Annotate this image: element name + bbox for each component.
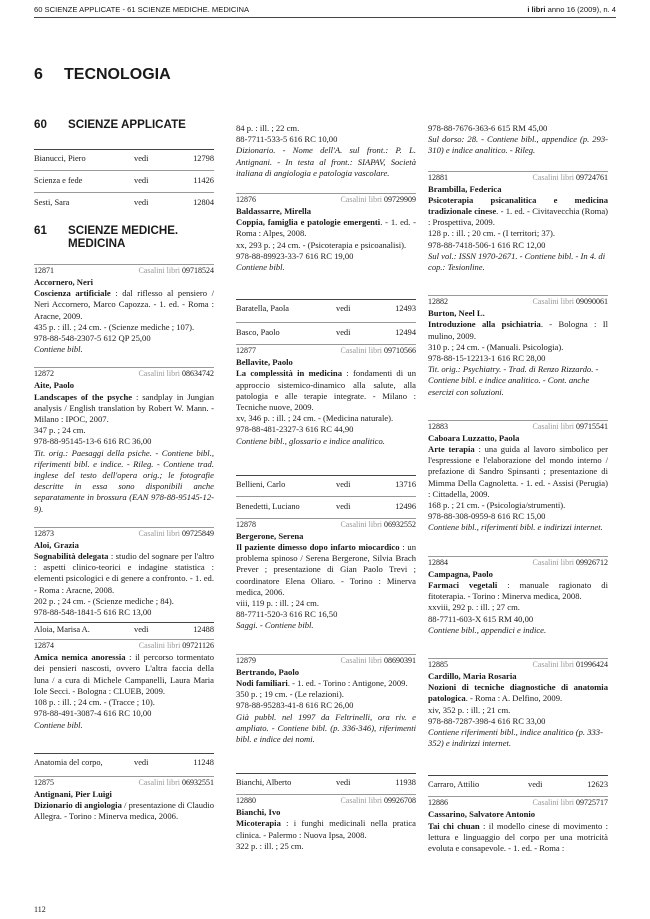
entry-description bbox=[236, 818, 416, 840]
entry-description bbox=[428, 319, 608, 341]
entry-title: La complessità in medicina bbox=[236, 368, 342, 379]
entry-id: 12886 bbox=[428, 798, 448, 808]
entry-source bbox=[340, 655, 416, 667]
entry-id: 12876 bbox=[236, 195, 256, 205]
entry-id: 12871 bbox=[34, 266, 54, 275]
entry-physical: 202 p. ; 24 cm. - (Scienze mediche ; 84). bbox=[34, 595, 174, 606]
entry-header bbox=[428, 296, 608, 308]
entry-author: Aloi, Grazia bbox=[34, 539, 79, 550]
section-heading-60 bbox=[34, 118, 214, 131]
entry-description bbox=[236, 217, 416, 239]
cross-reference[interactable] bbox=[34, 196, 214, 210]
source-code: 09718524 bbox=[182, 266, 214, 275]
entry-title: Tai chi chuan bbox=[428, 820, 480, 831]
entry-header bbox=[428, 659, 608, 671]
entry-author: Aite, Paolo bbox=[34, 380, 75, 391]
entry-title: Amica nemica anoressia bbox=[34, 652, 126, 663]
ref-vedi: vedi bbox=[134, 198, 149, 207]
ref-vedi: vedi bbox=[134, 176, 149, 185]
entry-imprint: : i funghi medicinali nella pratica clinica. - Palermo : Nuova Ipsa, 2008. bbox=[236, 818, 416, 840]
entry-notes: Contiene bibl., glossario e indice analitico. bbox=[236, 435, 385, 446]
ref-author: Anatomia del corpo, bbox=[34, 757, 103, 767]
entry-isbn: 978-88-491-3087-4 616 RC 10,00 bbox=[34, 708, 152, 719]
entry-notes: Contiene bibl. bbox=[34, 344, 83, 355]
entry-id: 12885 bbox=[428, 659, 448, 669]
entry-imprint: : il modello cinese di movimento : lettura e linguaggio del corpo per una motricità evoluta e consapevole. - 1. ed. - Roma : bbox=[428, 820, 609, 853]
entry-isbn: 978-88-95145-13-6 616 RC 36,00 bbox=[34, 436, 152, 447]
source-name: Casalini libri bbox=[532, 172, 574, 182]
entry-12885 bbox=[428, 658, 608, 749]
entry-imprint: . - Roma : A. Delfino, 2009. bbox=[465, 693, 563, 704]
source-name: Casalini libri bbox=[138, 641, 181, 651]
source-name: Casalini libri bbox=[340, 655, 382, 665]
entry-description bbox=[236, 368, 416, 413]
ref-vedi: vedi bbox=[336, 778, 351, 788]
entry-source bbox=[138, 368, 214, 380]
entry-12879 bbox=[236, 654, 416, 745]
entry-imprint: : dal riflesso al pensiero / Neri Accornero, Marco Capozza. - 1. ed. - Roma : Aracne, 2009. bbox=[34, 288, 215, 321]
entry-title: Landscapes of the psyche bbox=[34, 391, 133, 402]
section-number: 60 bbox=[34, 118, 47, 131]
entry-notes: Contiene bibl., appendici e indice. bbox=[428, 624, 547, 635]
divider bbox=[236, 773, 416, 774]
ref-author: Basco, Paolo bbox=[236, 328, 280, 338]
divider bbox=[236, 475, 416, 476]
ref-code[interactable]: 12493 bbox=[395, 304, 416, 314]
entry-title: Psicoterapia psicanalitica e medicina tradizionale cinese bbox=[428, 194, 608, 217]
entry-source bbox=[532, 797, 608, 809]
entry-title: Nodi familiari bbox=[236, 677, 288, 688]
entry-title: Nozioni di tecniche diagnostiche di anatomia patologica bbox=[428, 682, 608, 704]
entry-title: Il paziente dimesso dopo infarto miocardico bbox=[236, 542, 400, 553]
entry-description bbox=[34, 551, 214, 596]
entry-12874 bbox=[34, 639, 214, 730]
source-name: Casalini libri bbox=[138, 266, 180, 275]
entry-author: Bergerone, Serena bbox=[236, 530, 304, 541]
entry-author: Bertrando, Paolo bbox=[236, 666, 300, 677]
entry-source bbox=[138, 777, 214, 789]
section-title: SCIENZE APPLICATE bbox=[68, 118, 186, 131]
ref-vedi: vedi bbox=[134, 154, 149, 163]
entry-imprint: : studio del sognare per l'altro : aspetti clinico-teorici e indagine statistica : elementi psicologici e di genere a confronto. - 1. ed. - Roma : Aracne, 2008. bbox=[34, 551, 215, 595]
entry-physical: 350 p. ; 19 cm. - (Le relazioni). bbox=[236, 689, 344, 700]
entry-title: Sognabilità delegata bbox=[34, 551, 109, 562]
entry-title: Coscienza artificiale bbox=[34, 288, 111, 299]
source-code: 06932552 bbox=[384, 519, 416, 529]
journal-issue: anno 16 (2009), n. 4 bbox=[545, 5, 616, 14]
entry-12876 bbox=[236, 193, 416, 273]
entry-physical: viii, 119 p. : ill. ; 24 cm. bbox=[236, 598, 319, 609]
entry-source bbox=[138, 528, 214, 540]
entry-imprint: : il percorso tormentato dei pensieri nascosti, ovvero L'altra faccia della luna / a cura di Michele Campanelli, Laura Maria Iole Secci. - Bologna : CLUEB, 2009. bbox=[34, 652, 214, 696]
entry-physical: xxviii, 292 p. : ill. ; 27 cm. bbox=[428, 602, 520, 613]
source-name: Casalini libri bbox=[340, 195, 382, 205]
divider bbox=[34, 192, 214, 193]
entry-imprint: : manuale ragionato di fitoterapia. - Torino : Minerva medica, 2008. bbox=[428, 579, 608, 602]
source-code: 01996424 bbox=[576, 659, 608, 669]
entry-isbn: 978-88-308-0959-8 616 RC 15,00 bbox=[428, 511, 546, 522]
source-code: 09724761 bbox=[576, 172, 608, 182]
entry-12880-continued bbox=[428, 123, 608, 157]
chapter-heading bbox=[34, 66, 171, 84]
entry-notes: Saggi. - Contiene bibl. bbox=[236, 620, 314, 631]
section-heading-61 bbox=[34, 224, 214, 250]
entry-id: 12878 bbox=[236, 519, 256, 529]
entry-id: 12875 bbox=[34, 777, 54, 787]
entry-physical: 84 p. : ill. ; 22 cm. bbox=[236, 123, 300, 133]
source-name: Casalini libri bbox=[532, 557, 574, 567]
entry-isbn: 978-88-548-2307-5 612 QP 25,00 bbox=[34, 333, 151, 344]
entry-notes: Tit. orig.: Psychiatry. - Trad. di Renzo Rizzardo. - Contiene bibl. e indice analitico. - Cont. anche esercizi con soluzioni. bbox=[428, 364, 599, 397]
entry-author: Campagna, Paolo bbox=[428, 568, 493, 579]
entry-physical: 310 p. ; 24 cm. - (Manuali. Psicologia). bbox=[428, 341, 564, 352]
divider bbox=[236, 322, 416, 323]
entry-header bbox=[34, 368, 214, 380]
entry-12872 bbox=[34, 367, 214, 514]
entry-header bbox=[236, 519, 416, 531]
entry-physical: 322 p. : ill. ; 25 cm. bbox=[236, 840, 304, 851]
ref-author: Sesti, Sara bbox=[34, 198, 70, 207]
entry-source bbox=[340, 795, 416, 807]
source-code: 06932551 bbox=[182, 777, 214, 787]
entry-author: Bellavite, Paolo bbox=[236, 357, 293, 368]
entry-isbn: 978-88-481-2327-3 616 RC 44,90 bbox=[236, 424, 354, 435]
ref-code[interactable]: 11938 bbox=[395, 778, 416, 788]
source-code: 09725717 bbox=[576, 798, 608, 808]
entry-physical: 347 p. ; 24 cm. bbox=[34, 425, 86, 436]
entry-id: 12883 bbox=[428, 421, 448, 431]
ref-author: Baratella, Paola bbox=[236, 304, 290, 314]
entry-12881 bbox=[428, 171, 608, 274]
divider bbox=[428, 775, 608, 776]
entry-header bbox=[428, 172, 608, 184]
section-number: 61 bbox=[34, 224, 47, 237]
ref-vedi: vedi bbox=[134, 625, 149, 635]
entry-physical: xx, 293 p. ; 24 cm. - (Psicoterapia e psicoanalisi). bbox=[236, 239, 407, 250]
entry-notes: Contiene riferimenti bibl., indice analitico (p. 333-352) e indirizzi internet. bbox=[428, 726, 603, 749]
ref-code[interactable]: 11426 bbox=[193, 176, 214, 185]
entry-12875-continued bbox=[236, 123, 416, 179]
source-name: Casalini libri bbox=[532, 421, 574, 431]
entry-id: 12881 bbox=[428, 172, 448, 182]
entry-imprint: . - 1. ed. - Civitavecchia (Roma) : Prospettiva, 2009. bbox=[428, 206, 608, 228]
entry-imprint: : fondamenti di un approccio sistemico-dinamico alla salute, alla patologia e alle terapie integrate. - Milano : Tecniche nuove, 2009. bbox=[236, 368, 416, 413]
entry-source bbox=[532, 172, 608, 184]
entry-id: 12880 bbox=[236, 796, 256, 806]
source-code: 09715541 bbox=[576, 421, 608, 431]
entry-source bbox=[138, 265, 214, 277]
ref-code[interactable]: 12488 bbox=[193, 625, 214, 635]
entry-header bbox=[428, 421, 608, 433]
entry-isbn: 978-88-95283-41-8 616 RC 26,00 bbox=[236, 700, 354, 711]
entry-header bbox=[236, 194, 416, 206]
chapter-number: 6 bbox=[34, 66, 43, 83]
ref-code[interactable]: 11248 bbox=[193, 757, 214, 767]
entry-description bbox=[34, 392, 214, 426]
entry-isbn: 978-88-7287-398-4 616 RC 33,00 bbox=[428, 715, 546, 726]
entry-12873 bbox=[34, 527, 214, 618]
entry-physical: 435 p. : ill. ; 24 cm. - (Scienze mediche ; 107). bbox=[34, 321, 195, 332]
header-rule bbox=[34, 17, 616, 18]
ref-vedi: vedi bbox=[336, 479, 351, 489]
entry-author: Antignani, Pier Luigi bbox=[34, 788, 112, 799]
entry-notes: Già pubbl. nel 1997 da Feltrinelli, ora riv. e ampliato. - Contiene bibl. (p. 336-346), riferimenti bibl. e indice dei nomi. bbox=[236, 711, 416, 744]
entry-header bbox=[34, 640, 214, 652]
entry-id: 12884 bbox=[428, 557, 448, 567]
entry-source bbox=[532, 557, 608, 569]
divider bbox=[34, 170, 214, 171]
entry-author: Brambilla, Federica bbox=[428, 183, 502, 194]
entry-header bbox=[34, 777, 214, 789]
ref-vedi: vedi bbox=[336, 328, 351, 338]
entry-imprint: . - Bologna : Il mulino, 2009. bbox=[428, 319, 608, 341]
entry-imprint: : sandplay in Jungian analysis / English translation by Robert W. Mann. - Milano : IPOC, 2007. bbox=[34, 391, 214, 425]
source-code: 09926708 bbox=[384, 796, 416, 806]
source-name: Casalini libri bbox=[138, 777, 180, 787]
entry-physical: 168 p. ; 21 cm. - (Psicologia/strumenti). bbox=[428, 500, 566, 511]
entry-id: 12873 bbox=[34, 528, 54, 538]
entry-isbn: 88-7711-603-X 615 RM 40,00 bbox=[428, 613, 534, 624]
ref-vedi: vedi bbox=[336, 501, 351, 511]
entry-isbn: 978-88-7676-363-6 615 RM 45,00 bbox=[428, 123, 548, 133]
source-name: Casalini libri bbox=[340, 796, 382, 806]
entry-12877 bbox=[236, 344, 416, 447]
entry-notes: Dizionario. - Nome dell'A. sul front.: P. L. Antignani. - In testa al front.: SIAPAV, Società italiana di angiologia e patologia vascolare. bbox=[236, 145, 416, 178]
entry-12882 bbox=[428, 295, 608, 398]
source-name: Casalini libri bbox=[532, 659, 574, 669]
entry-imprint: . - 1. ed. - Torino : Antigone, 2009. bbox=[287, 677, 408, 688]
entry-description bbox=[34, 288, 214, 322]
ref-author: Benedetti, Luciano bbox=[236, 501, 300, 511]
divider bbox=[34, 149, 214, 150]
ref-author: Bellieni, Carlo bbox=[236, 479, 286, 489]
entry-description bbox=[34, 800, 214, 822]
entry-author: Accornero, Neri bbox=[34, 277, 94, 287]
column-2 bbox=[236, 123, 416, 852]
entry-header bbox=[236, 345, 416, 357]
entry-title: Micoterapia bbox=[236, 818, 281, 829]
entry-physical: 128 p. : ill. ; 20 cm. - (I territori; 37). bbox=[428, 228, 555, 239]
entry-isbn: 88-7711-533-5 616 RC 10,00 bbox=[236, 134, 338, 145]
entry-header bbox=[236, 795, 416, 807]
entry-isbn: 978-88-89923-33-7 616 RC 19,00 bbox=[236, 250, 354, 261]
source-name: Casalini libri bbox=[532, 297, 574, 307]
entry-description bbox=[236, 542, 416, 598]
source-name: Casalini libri bbox=[138, 369, 180, 379]
entry-imprint: . - 1. ed. - Roma : Alpes, 2008. bbox=[236, 217, 416, 239]
divider bbox=[34, 753, 214, 754]
entry-notes: Sul dorso: 28. - Contiene bibl., appendice (p. 293-310) e indice analitico. - Rileg. bbox=[428, 134, 608, 156]
entry-physical: xiv, 352 p. : ill. ; 21 cm. bbox=[428, 704, 511, 715]
cross-reference[interactable] bbox=[236, 478, 416, 492]
entry-title: Arte terapia bbox=[428, 444, 475, 455]
source-code: 09710566 bbox=[384, 346, 416, 356]
source-name: Casalini libri bbox=[138, 528, 180, 538]
entry-header bbox=[34, 528, 214, 540]
journal-name: i libri bbox=[527, 5, 546, 14]
ref-code[interactable]: 13716 bbox=[395, 479, 416, 489]
entry-12871 bbox=[34, 264, 214, 355]
entry-description bbox=[428, 682, 608, 704]
entry-header bbox=[236, 655, 416, 667]
entry-description bbox=[236, 678, 416, 689]
source-name: Casalini libri bbox=[340, 519, 382, 529]
ref-code[interactable]: 12804 bbox=[193, 198, 214, 207]
ref-vedi: vedi bbox=[134, 757, 149, 767]
entry-header bbox=[428, 797, 608, 809]
entry-title: Coppia, famiglia e patologie emergenti bbox=[236, 217, 381, 228]
entry-imprint: / presentazione di Claudio Allegra. - Torino : Minerva medica, 2006. bbox=[34, 799, 215, 822]
column-3 bbox=[428, 123, 608, 854]
entry-id: 12872 bbox=[34, 369, 54, 379]
entry-description bbox=[428, 195, 608, 229]
source-code: 09721126 bbox=[182, 641, 214, 651]
entry-isbn: 978-88-548-1841-5 616 RC 13,00 bbox=[34, 607, 152, 618]
section-title: SCIENZE MEDICHE. MEDICINA bbox=[68, 224, 179, 250]
entry-source bbox=[532, 296, 608, 308]
source-name: Casalini libri bbox=[532, 798, 574, 808]
entry-12875 bbox=[34, 776, 214, 823]
ref-author: Bianchi, Alberto bbox=[236, 778, 292, 788]
entry-isbn: 978-88-7418-506-1 616 RC 12,00 bbox=[428, 239, 546, 250]
entry-title: Dizionario di angiologia bbox=[34, 799, 122, 810]
entry-id: 12874 bbox=[34, 641, 54, 651]
ref-code[interactable]: 12494 bbox=[395, 328, 416, 338]
entry-author: Burton, Neel L. bbox=[428, 308, 485, 319]
running-header bbox=[34, 4, 616, 16]
source-code: 09926712 bbox=[576, 557, 608, 567]
entry-author: Caboara Luzzatto, Paola bbox=[428, 432, 520, 443]
source-code: 08634742 bbox=[182, 369, 214, 379]
ref-author: Aloia, Marisa A. bbox=[34, 625, 90, 635]
source-name: Casalini libri bbox=[340, 346, 382, 356]
entry-id: 12879 bbox=[236, 655, 256, 665]
entry-notes: Tit. orig.: Paesaggi della psiche. - Contiene bibl., riferimenti bibl. e indice. - Rileg. - Contiene trad. inglese del testo dell'opera orig.; le fotografie descritte in essa sono disponibili anche separatamente in brossura (EAN 978-88-95145-12-9). bbox=[34, 447, 214, 514]
entry-notes: Sul vol.: ISSN 1970-2671. - Contiene bibl. - In 4. di cop.: Tesionline. bbox=[428, 250, 606, 273]
column-1 bbox=[34, 118, 214, 822]
entry-imprint: : un problema spinoso / Serena Bergerone, Silvia Brach Prever ; presentazione di Gian Paolo Trevi ; coordinatore Elena Oliaro. - Torino : Minerva medica, 2006. bbox=[236, 542, 417, 597]
cross-reference[interactable] bbox=[34, 756, 214, 770]
cross-reference[interactable] bbox=[34, 174, 214, 188]
cross-reference[interactable] bbox=[236, 776, 416, 790]
entry-source bbox=[340, 345, 416, 357]
source-code: 09090061 bbox=[576, 297, 608, 307]
entry-description bbox=[428, 580, 608, 602]
ref-author: Bianucci, Piero bbox=[34, 154, 86, 163]
entry-isbn: 978-88-15-12213-1 616 RC 28,00 bbox=[428, 353, 546, 364]
entry-physical: xv, 346 p. : ill. ; 24 cm. - (Medicina naturale). bbox=[236, 413, 394, 424]
entry-isbn: 88-7711-520-3 616 RC 16,50 bbox=[236, 609, 338, 620]
entry-description bbox=[428, 821, 608, 855]
source-code: 09725849 bbox=[182, 528, 214, 538]
cross-reference[interactable] bbox=[236, 500, 416, 514]
entry-source bbox=[139, 640, 214, 652]
divider bbox=[236, 299, 416, 300]
entry-source bbox=[340, 194, 416, 206]
entry-title: Introduzione alla psichiatria bbox=[428, 319, 541, 330]
entry-notes: Contiene bibl., riferimenti bibl. e indirizzi internet. bbox=[428, 522, 603, 533]
page-number: 112 bbox=[34, 905, 46, 914]
source-code: 09729909 bbox=[384, 195, 416, 205]
ref-vedi: vedi bbox=[528, 780, 543, 790]
chapter-title: TECNOLOGIA bbox=[64, 66, 171, 83]
ref-author: Scienza e fede bbox=[34, 176, 83, 185]
source-code: 08690391 bbox=[384, 655, 416, 665]
cross-reference[interactable] bbox=[428, 778, 608, 792]
entry-author: Bianchi, Ivo bbox=[236, 807, 281, 818]
ref-author: Carraro, Attilio bbox=[428, 780, 480, 790]
cross-reference[interactable] bbox=[34, 152, 214, 166]
entry-source bbox=[532, 659, 608, 671]
entry-author: Cardillo, Maria Rosaria bbox=[428, 670, 517, 681]
entry-author: Baldassarre, Mirella bbox=[236, 206, 312, 217]
entry-12884 bbox=[428, 556, 608, 636]
entry-header bbox=[428, 557, 608, 569]
cross-reference[interactable] bbox=[236, 302, 416, 316]
entry-source bbox=[532, 421, 608, 433]
entry-12880 bbox=[236, 794, 416, 852]
entry-12878 bbox=[236, 518, 416, 632]
entry-header bbox=[34, 265, 214, 277]
entry-source bbox=[340, 519, 416, 531]
divider bbox=[236, 496, 416, 497]
entry-title: Farmaci vegetali bbox=[428, 579, 498, 590]
entry-physical: 108 p. : ill. ; 24 cm. - (Tracce ; 10). bbox=[34, 697, 155, 708]
entry-id: 12882 bbox=[428, 297, 448, 307]
ref-code[interactable]: 12496 bbox=[395, 501, 416, 511]
entry-notes: Contiene bibl. bbox=[34, 719, 83, 730]
entry-imprint: : una guida al lavoro simbolico per l'espressione e l'elaborazione del mondo interno / prefazione di Sandro Spinsanti ; presentazione di Mimma Della Cagnoletta. - 1. ed. - Assisi (Perugia) : Cittadella, 2009. bbox=[428, 444, 608, 499]
ref-code[interactable]: 12798 bbox=[193, 154, 214, 163]
ref-vedi: vedi bbox=[336, 304, 351, 314]
cross-reference[interactable] bbox=[34, 623, 214, 637]
entry-author: Cassarino, Salvatore Antonio bbox=[428, 809, 536, 820]
running-header-left: 60 SCIENZE APPLICATE - 61 SCIENZE MEDICHE. MEDICINA bbox=[34, 5, 250, 14]
entry-description bbox=[34, 652, 214, 697]
entry-12886 bbox=[428, 796, 608, 854]
ref-code[interactable]: 12623 bbox=[587, 780, 608, 790]
running-header-right bbox=[527, 4, 616, 15]
entry-notes: Contiene bibl. bbox=[236, 262, 285, 273]
entry-description bbox=[428, 444, 608, 500]
entry-12883 bbox=[428, 420, 608, 534]
entry-id: 12877 bbox=[236, 346, 256, 356]
cross-reference[interactable] bbox=[236, 326, 416, 340]
